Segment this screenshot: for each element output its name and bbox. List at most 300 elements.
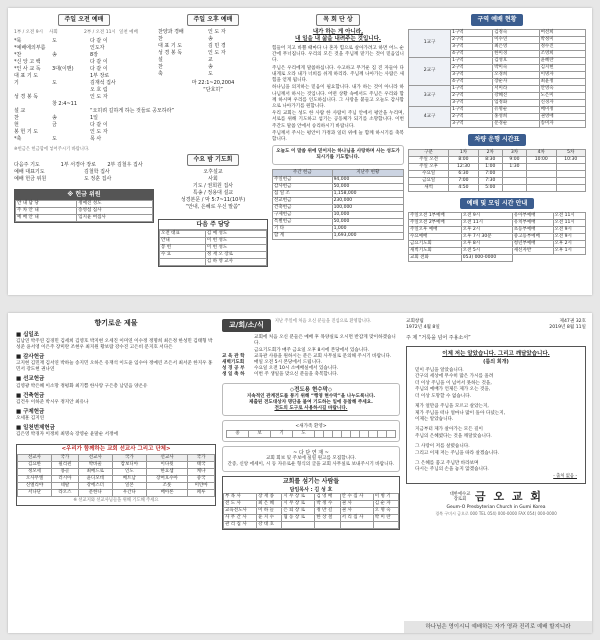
order-detail: 3대(이맨)	[52, 65, 74, 72]
evening-order-item	[158, 43, 268, 50]
wednesday-prayer-title: 수요 밤 기도회	[187, 154, 240, 166]
poem-line: 그 사랑이 저를 살렸습니다.	[415, 444, 470, 450]
new-family-title: <새가족 환영>	[295, 423, 327, 429]
pastoral-heading-2: 내 일을 내 삶을 내려주는 것입니다.	[294, 35, 382, 42]
founding-label: 교회창립	[406, 319, 424, 324]
poem-line: 주님의 예배가 언제든 제가 오는 것을,	[415, 387, 491, 393]
order-label: 설	[158, 56, 163, 63]
order-person: 송	[208, 63, 213, 70]
area-row	[409, 57, 586, 64]
table-cell: 주일오후 예배	[409, 227, 462, 234]
table-cell: 합 계	[273, 233, 333, 240]
offering-summary-row	[273, 177, 404, 184]
vehicle-cell: 5:00	[478, 184, 502, 191]
missionary-row	[18, 469, 215, 476]
poem-line: 그리고 이제 저는 주님을 따라 살겠습니다.	[415, 450, 500, 456]
offering-section-names: 오세훈 김지연	[16, 415, 45, 421]
morning-order-item	[14, 59, 154, 66]
table-cell: 안내	[160, 238, 206, 245]
table-cell: 구제헌금	[273, 212, 333, 219]
order-detail	[52, 59, 90, 66]
vehicle-cell	[502, 184, 526, 191]
missionary-cell: 캄보디아	[112, 462, 146, 469]
area-cell: 박정미	[539, 36, 585, 43]
area-row	[409, 85, 586, 92]
table-cell: 이 병 기	[373, 494, 398, 501]
table-cell: 교회 전화	[409, 255, 462, 262]
area-cell: 송미자	[539, 120, 585, 127]
order-label: 찬양과 경배	[158, 28, 184, 35]
missionary-cell: 중국	[188, 476, 215, 483]
staff-box	[222, 476, 400, 530]
order-label: 설 교	[14, 107, 26, 114]
poem-line: 제가 얼만큼 주님을 모르고 살았는지,	[415, 404, 489, 410]
poem-line: 주님의 은혜였다는 것을 깨달았습니다.	[415, 433, 492, 439]
vehicle-header-cell: 4차	[527, 149, 556, 156]
church-news-intro: 지난 주일에 처음 오신 분들을 진심으로 환영합니다.	[274, 319, 372, 324]
table-cell: 감사헌금	[273, 184, 333, 191]
weekly-offering-table	[272, 169, 404, 240]
news-item-value: 수요일 오전 10시 소예배실에서 있습니다.	[254, 366, 339, 372]
vehicle-header-cell: 1차	[449, 149, 478, 156]
missionary-cell: 라오스	[52, 490, 79, 497]
offering-section-title: ■ 십일조	[16, 332, 40, 339]
missionary-cell: 선교사	[146, 455, 187, 462]
morning-order-item	[14, 73, 154, 80]
table-cell: 중고등부예배	[512, 234, 553, 241]
missionary-table	[17, 454, 215, 497]
prayer-cell: 보	[249, 430, 271, 437]
table-cell: 유아부예배	[512, 213, 553, 220]
missionary-cell: 러시아	[52, 476, 79, 483]
area-name: 4교구	[409, 106, 451, 127]
missionary-cell: 미얀마	[188, 483, 215, 490]
area-worship-table	[408, 29, 586, 128]
vehicle-row	[409, 170, 586, 177]
table-cell: 100,000	[332, 205, 403, 212]
area-cell: 김정숙	[493, 29, 539, 36]
table-cell: 청년부예배	[512, 241, 553, 248]
area-cell: 홍성희	[493, 113, 539, 120]
table-cell: 박 미 란	[373, 515, 398, 522]
order-detail: 송	[52, 114, 57, 121]
pastoral-paragraph: 주님께서 주시는 평안이 가정과 일터 위에 늘 함께 하시기를 축복합니다.	[272, 130, 404, 142]
missionary-cell: 조룻	[146, 483, 187, 490]
order-detail: 금	[52, 121, 57, 128]
offering-summary-row	[273, 205, 404, 212]
order-detail: 송	[52, 51, 57, 58]
area-cell: 노은미	[539, 92, 585, 99]
church-address: 경북 구미시 금오로 000 TEL 054) 000-0000 FAX 054) 000-0000	[435, 511, 557, 517]
meeting-times-title: 예배 및 모임 시간 안내	[460, 198, 535, 210]
order-person: 김 민 경	[208, 42, 226, 49]
evening-order-item	[158, 36, 268, 43]
order-person: 인 도 자	[208, 28, 226, 35]
table-cell: 특별헌금	[273, 219, 333, 226]
table-cell: 230,000	[332, 198, 403, 205]
area-cell: 2구역	[451, 36, 493, 43]
morning-order-item	[14, 94, 154, 101]
missionary-cell: 케냐	[188, 469, 215, 476]
area-cell: 안영숙	[539, 85, 585, 92]
vehicle-row	[409, 184, 586, 191]
new-family-cell	[324, 430, 333, 437]
news-item-value: 매일 오전 5시 본당에서 드립니다.	[254, 359, 322, 365]
table-cell: 서 리 집 사	[340, 515, 373, 522]
table-cell: 50,000	[332, 184, 403, 191]
order-person: 송	[208, 35, 213, 42]
news-item-key	[222, 335, 254, 347]
new-family-box	[222, 420, 400, 442]
banner-text-3: 전도의 도구로 사용하시길 바랍니다.	[274, 405, 348, 411]
missionary-cell: 오사무엘	[18, 476, 52, 483]
order-detail	[52, 108, 90, 115]
staff-table	[223, 493, 399, 529]
pastoral-paragraph: 힘들어 지고 바쁠 때마다 나 혼자 힘으로 살아가려고 하면 어느 순간에 무너집니다. 우리의 모든 것을 주님께 맡기는 것이 믿음입니다.	[272, 46, 404, 64]
area-cell: 이명자	[539, 71, 585, 78]
vehicle-schedule-table	[408, 149, 586, 192]
offering-section-title: ■ 선교헌금	[16, 376, 45, 383]
evening-order-item	[158, 57, 268, 64]
area-cell: 신경자	[539, 99, 585, 106]
order-detail	[52, 87, 90, 94]
missionary-cell: 선교사	[78, 455, 112, 462]
vehicle-cell: 10:30	[556, 156, 586, 163]
offering-summary-row	[273, 198, 404, 205]
news-item	[222, 372, 400, 378]
missionary-row	[18, 483, 215, 490]
vehicle-cell	[527, 163, 556, 170]
contribution-box	[222, 446, 400, 473]
order-detail	[52, 45, 90, 52]
wednesday-prayer-details	[158, 169, 268, 211]
offering-section-names: 김은영 박경자 이정희 최명숙 장영순 윤말순 서정애	[16, 431, 118, 437]
missionary-cell: 윤디모데	[78, 476, 112, 483]
order-person: 인 도 자	[90, 128, 108, 135]
schedule-row	[14, 176, 154, 183]
table-cell: 김 예 성도	[205, 231, 266, 238]
evening-service-column	[158, 14, 268, 290]
order-label: *축	[14, 135, 22, 142]
offering-summary-row	[273, 191, 404, 198]
offering-committee-row	[16, 201, 153, 208]
pastoral-thoughts-title: 목 회 단 상	[316, 14, 359, 26]
poem-line: 지금부터 제가 살아가는 모든 길이	[415, 427, 483, 433]
order-detail: 도	[52, 37, 57, 44]
poem-source: - 출처 없음 -	[553, 473, 577, 479]
order-person: 1부 장로	[90, 72, 110, 79]
contribution-line: 간증, 신앙 에세이, 시 등 자유로운 형식의 글을 교회 사무실로 보내주시기 바랍니다.	[227, 462, 395, 468]
poem-box	[406, 346, 586, 484]
order-person: 목 사	[90, 135, 102, 142]
church-english-name: Geum-O Presbyterian Church in Gumi Korea	[446, 504, 546, 510]
table-cell	[315, 522, 340, 529]
area-cell: 2구역	[451, 113, 493, 120]
order-person: 8장	[90, 51, 99, 58]
church-name: 금 오 교 회	[475, 490, 543, 504]
missionary-cell: 국가	[112, 455, 146, 462]
footer-verse: 하나님은 영이시니 예배하는 자가 영과 진리로 예배 할지니라	[425, 624, 571, 630]
contribution-title: ~ 다 단 연 재 ~	[293, 449, 329, 456]
missionary-row	[18, 462, 215, 469]
area-cell: 3구역	[451, 120, 493, 127]
table-cell	[373, 522, 398, 529]
order-label: *인 사 교 독	[14, 65, 41, 72]
missionary-cell: 박바울	[78, 462, 112, 469]
order-person: 인 도 자	[90, 93, 108, 100]
vehicle-header-cell: 2차	[478, 149, 502, 156]
missionary-cell: 일본	[112, 483, 146, 490]
morning-order-item	[14, 80, 154, 87]
wednesday-line: 특송 / 정용대 설교	[192, 189, 234, 196]
order-label: *찬	[14, 51, 22, 58]
table-cell: 1,158,000	[332, 191, 403, 198]
vehicle-cell: 7:30	[478, 177, 502, 184]
banner-text-1: 지속적인 관계전도를 통기 위해 “행영 현수막”을 나누도록니다.	[246, 393, 376, 399]
table-cell: 건축헌금	[273, 205, 333, 212]
vehicle-cell	[556, 170, 586, 177]
offering-section-title: ■ 일천번제헌금	[16, 424, 55, 431]
bulletin-outer-sheet	[8, 313, 592, 633]
vehicle-cell: 10:00	[527, 156, 556, 163]
morning-order-item	[14, 45, 154, 52]
duty-row	[160, 252, 267, 259]
table-cell: 박 정 수	[315, 501, 340, 508]
next-week-duty-title: 다음 주 담당	[159, 220, 267, 231]
morning-service-header: 1부 / 오전 9시 사회 2부 / 오전 11시 일천 예배	[14, 29, 138, 35]
order-person: 다 같 이	[90, 121, 108, 128]
table-cell: 전 도 사	[224, 501, 257, 508]
meeting-row	[409, 213, 586, 220]
issue-date: 2019년 8월 11일	[549, 324, 586, 330]
area-cell: 서미라	[493, 85, 539, 92]
table-cell: 새벽기도회	[409, 248, 462, 255]
table-cell: 수 요	[160, 252, 206, 259]
missionary-cell: 우간다	[112, 490, 146, 497]
order-detail: 창 2:4~11	[52, 100, 78, 107]
new-family-cell	[386, 430, 395, 437]
duty-row	[160, 259, 267, 266]
vehicle-cell: 6:30	[449, 170, 478, 177]
table-cell: 선교헌금	[273, 198, 333, 205]
table-cell: 주일헌금	[273, 177, 333, 184]
missionary-row	[18, 490, 215, 497]
table-cell: 초등부예배	[512, 227, 553, 234]
vehicle-cell	[556, 163, 586, 170]
vehicle-cell: 9:00	[502, 156, 526, 163]
new-family-cell	[351, 430, 360, 437]
wednesday-line: 성경본문 / 막 5:7~11(10부)	[180, 196, 246, 203]
order-person: 김재석 집사	[90, 79, 116, 86]
news-item-key: 성 경 공 부	[222, 366, 245, 372]
vehicle-cell	[527, 184, 556, 191]
wednesday-line: “안내, 은혜로 우신 말씀”	[185, 203, 241, 210]
missionary-cell: 네팔	[52, 483, 79, 490]
table-cell: 강 대 호	[257, 522, 282, 529]
table-cell: 윤 지 수	[257, 515, 282, 522]
prayer-cell: 중	[227, 430, 249, 437]
prayer-cell: 기	[271, 430, 293, 437]
table-cell: 053) 000-0000	[461, 255, 512, 262]
staff-row	[224, 501, 399, 508]
meeting-row	[409, 234, 586, 241]
poem-line: 다시는 주님의 손을 놓지 않겠습니다.	[415, 467, 489, 473]
area-cell: 윤혜란	[539, 57, 585, 64]
order-person: 다 같 이	[90, 65, 108, 72]
missionary-cell: 정모세	[18, 469, 52, 476]
bulletin-inner-sheet	[8, 8, 592, 295]
table-cell: 예 배 안 내	[16, 215, 77, 222]
offerings-title: 향기로운 제물	[94, 319, 138, 327]
missionary-cell: 장여호수아	[146, 476, 187, 483]
morning-order-item	[14, 101, 154, 108]
area-name: 2교구	[409, 57, 451, 85]
order-person: “오히려 길하게 하는 것들로 공모하라”	[90, 107, 174, 114]
area-cell: 최윤정	[539, 78, 585, 85]
missionary-row	[18, 455, 215, 462]
schedule-cell: 2부 김철우 집사	[107, 162, 143, 169]
missionary-cell: 강에스더	[78, 483, 112, 490]
order-detail	[52, 129, 90, 136]
missionary-cell: 서나단	[18, 490, 52, 497]
morning-order-item	[14, 107, 174, 115]
offering-summary-row	[273, 219, 404, 226]
area-cell: 4구역	[451, 78, 493, 85]
meeting-row	[409, 220, 586, 227]
offering-section-title: ■ 구제헌금	[16, 408, 45, 415]
area-cell: 3구역	[451, 43, 493, 50]
footer-verse-bar	[404, 621, 592, 633]
offering-committee-title: ※ 헌금 위원	[15, 190, 153, 200]
area-cell: 한미경	[493, 50, 539, 57]
missionary-cell: 배아론	[146, 490, 187, 497]
evening-passage: 마 22:1~20,2004	[191, 79, 235, 86]
offering-committee-table	[15, 200, 153, 222]
order-detail: 도	[52, 79, 57, 86]
table-cell: 오후 2시	[461, 227, 512, 234]
new-family-cell	[368, 430, 377, 437]
table-cell: 1,693,000	[332, 233, 403, 240]
table-cell: 교육전도사	[224, 508, 257, 515]
area-cell: 권영애	[539, 113, 585, 120]
area-cell: 강혜진	[493, 92, 539, 99]
contribution-line: 교회 회보 및 주보에 실릴 원고를 모집합니다.	[265, 456, 357, 462]
wednesday-line: 기도 / 권희원 집사	[192, 182, 234, 189]
offering-summary-row	[273, 233, 404, 240]
vehicle-cell: 7:00	[478, 170, 502, 177]
missionary-cell: 신엘리야	[18, 483, 52, 490]
table-cell: 시 무 장 로	[282, 501, 315, 508]
order-label: 축	[158, 70, 163, 77]
theme-label: 주 제	[406, 334, 418, 341]
meeting-row	[409, 227, 586, 234]
pastoral-heading-1: 내가 하는 게 아니라,	[312, 28, 364, 35]
missionary-cell: 필리핀	[52, 462, 79, 469]
next-week-duty-box	[158, 219, 268, 268]
table-cell: 유치부예배	[512, 220, 553, 227]
offerings-list	[16, 332, 216, 438]
area-name: 1교구	[409, 29, 451, 57]
news-item-key: 새벽기도회	[222, 359, 245, 365]
evening-sermon-title: “단호히”	[203, 86, 223, 93]
vehicle-header-cell: 3차	[502, 149, 526, 156]
area-cell: 2구역	[451, 64, 493, 71]
order-label: 대 표 기 도	[14, 72, 39, 79]
poem-title: 이제 저는 알았습니다. 그리고 깨달았습니다.	[442, 351, 550, 358]
new-family-cell	[315, 430, 324, 437]
table-cell: 송영섭 집사	[77, 208, 153, 215]
table-cell: 정예진 성도	[77, 201, 153, 208]
missionary-cell: 김요한	[18, 462, 52, 469]
poem-line: 이제는 알았습니다.	[415, 416, 454, 422]
staff-row	[224, 494, 399, 501]
table-cell: 협 동 장 로	[282, 515, 315, 522]
table-cell: 오전 대표	[160, 231, 206, 238]
order-person	[90, 101, 154, 108]
area-cell: 배미정	[539, 106, 585, 113]
next-week-duty-table	[159, 230, 267, 266]
order-label: 기	[14, 79, 19, 86]
table-cell: 시 무 장 로	[282, 494, 315, 501]
table-cell: 오전 9시	[553, 234, 586, 241]
table-cell: 오후 8시	[461, 241, 512, 248]
vehicle-cell: 1:30	[502, 163, 526, 170]
morning-order-item	[14, 122, 154, 129]
order-person: 오 호 림	[90, 86, 108, 93]
area-cell: 여선희	[539, 29, 585, 36]
order-detail	[52, 73, 90, 80]
schedule-cell: 1부 서경아 장로	[60, 162, 97, 169]
pastoral-closing: 오늘도 이 말씀 위에 믿어지는 하나님을 사랑하며 사는 성도가 되시기를 기도합니다.	[272, 145, 404, 165]
vehicle-cell	[527, 170, 556, 177]
table-cell: 정 재 오 장로	[205, 252, 266, 259]
table-cell: 주일오전 2부예배	[409, 220, 462, 227]
staff-row	[224, 522, 399, 529]
order-label: 찬	[14, 114, 19, 121]
vehicle-cell: 8:30	[478, 156, 502, 163]
vehicle-row	[409, 163, 586, 170]
info-column	[408, 14, 586, 290]
offering-committee-row	[16, 215, 153, 222]
table-cell: 안 수 집 사	[340, 494, 373, 501]
staff-row	[224, 508, 399, 515]
order-person: 인도자	[90, 44, 105, 51]
missionary-note: ※ 선교지와 선교사님들을 위해 기도해 주세요	[73, 498, 159, 504]
area-row	[409, 106, 586, 113]
news-item-value: 이번 주 생일을 맞으신 분들을 축복합니다.	[254, 372, 339, 378]
table-cell: 금요기도회	[409, 241, 462, 248]
order-person: 인 도 자	[208, 49, 226, 56]
poem-subtitle: (룸의 희개)	[483, 358, 509, 365]
table-cell: 안 내 담 당	[16, 201, 77, 208]
pastoral-paragraph: 주님은 우리에게 말씀하십니다. 수고하고 무거운 짐 진 자들아 다 내게로 오라 내가 너희를 쉬게 하리라. 주님께 나아가는 사람은 새 힘을 얻게 됩니다.	[272, 65, 404, 84]
table-cell: 오 명 숙	[373, 508, 398, 515]
area-cell: 4구역	[451, 50, 493, 57]
order-label: 찬	[158, 35, 163, 42]
order-label	[14, 87, 52, 94]
table-cell: 오후 2시	[553, 241, 586, 248]
table-cell: 94,000	[332, 177, 403, 184]
offering-section-names: 김건우 이하준 박시우 정지안 최유나	[16, 399, 89, 405]
table-cell: 임지윤 여집사	[77, 215, 153, 222]
order-person: 다 같 이	[90, 58, 108, 65]
missionary-row	[18, 476, 215, 483]
area-cell: 1구역	[451, 106, 493, 113]
morning-order-item	[14, 129, 154, 136]
morning-order-item	[14, 115, 154, 122]
missionary-cell: 최베드로	[78, 469, 112, 476]
missionary-cell: 베트남	[112, 476, 146, 483]
